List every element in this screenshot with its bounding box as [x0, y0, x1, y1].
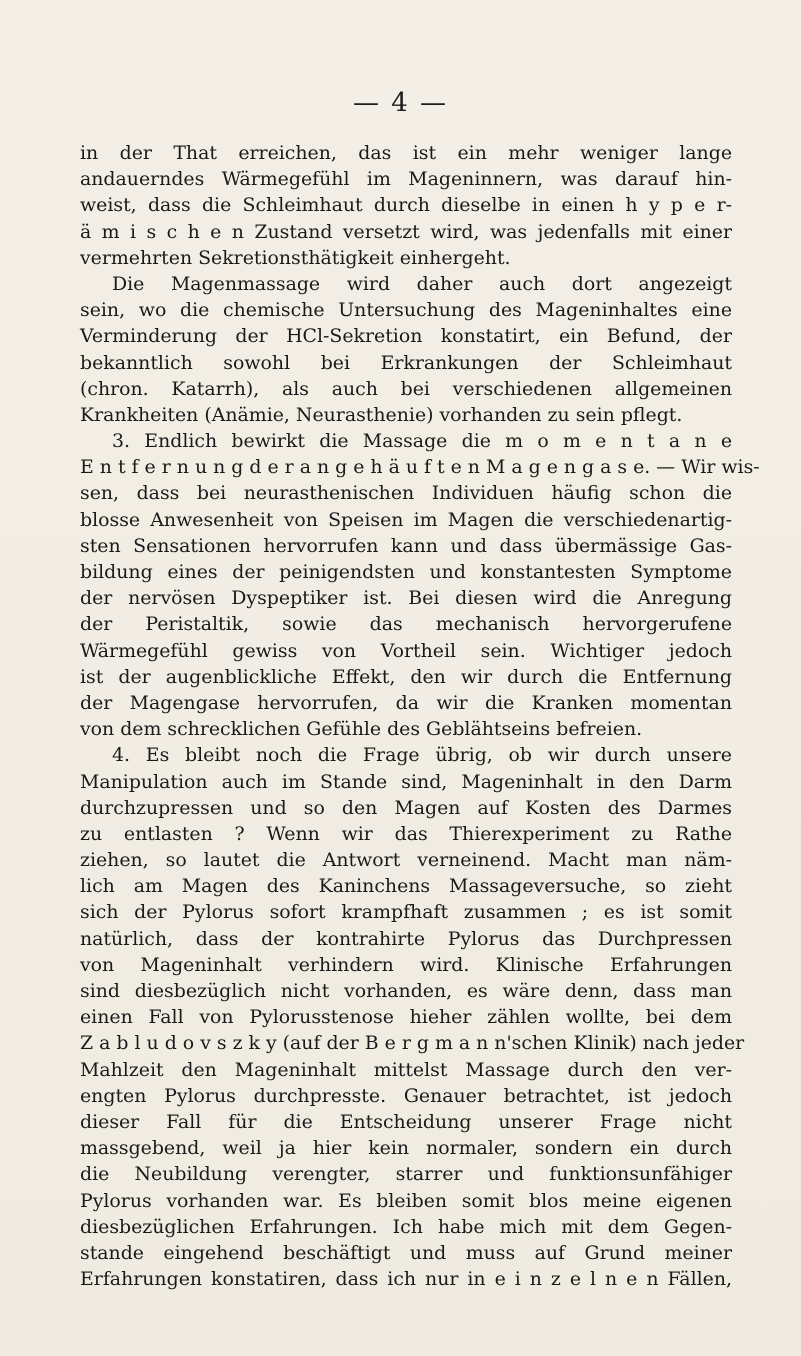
text-line: Krankheiten (Anämie, Neurasthenie) vorhanden zu sein pflegt. — [80, 403, 683, 426]
text-line: weist, dass die Schleimhaut durch dieselbe in einen h y p e r- — [80, 194, 732, 217]
text-line: (chron. Katarrh), als auch bei verschiedenen allgemeinen — [80, 377, 732, 400]
text-line: einen Fall von Pylorusstenose hieher zählen wollte, bei dem — [80, 1006, 732, 1029]
text-line: lich am Magen des Kaninchens Massageversuche, so zieht — [80, 875, 732, 898]
text-line: 4. Es bleibt noch die Frage übrig, ob wir durch unsere — [112, 744, 732, 767]
text-line: von Mageninhalt verhindern wird. Klinische Erfahrungen — [80, 953, 732, 976]
text-line: der Peristaltik, sowie das mechanisch hervorgerufene — [80, 613, 732, 636]
text-line: Wärmegefühl gewiss von Vortheil sein. Wichtiger jedoch — [80, 639, 732, 662]
text-line: ä m i s c h e n Zustand versetzt wird, was jedenfalls mit einer — [80, 220, 732, 243]
text-line: sten Sensationen hervorrufen kann und dass übermässige Gas- — [80, 534, 732, 557]
text-line: von dem schrecklichen Gefühle des Geblähtseins befreien. — [80, 718, 643, 741]
text-line: blosse Anwesenheit von Speisen im Magen die verschiedenartig- — [80, 508, 732, 531]
text-line: massgebend, weil ja hier kein normaler, sondern ein durch — [80, 1137, 732, 1160]
body-text — [80, 140, 760, 1292]
text-line: sen, dass bei neurasthenischen Individuen häufig schon die — [80, 482, 732, 505]
text-line: die Neubildung verengter, starrer und funktionsunfähiger — [80, 1163, 732, 1186]
text-line: der nervösen Dyspeptiker ist. Bei diesen wird die Anregung — [80, 587, 732, 610]
text-line: sein, wo die chemische Untersuchung des Mageninhaltes eine — [80, 299, 732, 322]
text-line: Pylorus vorhanden war. Es bleiben somit blos meine eigenen — [80, 1189, 732, 1212]
text-line: bekanntlich sowohl bei Erkrankungen der Schleimhaut — [80, 351, 732, 374]
text-line: in der That erreichen, das ist ein mehr weniger lange — [80, 142, 732, 164]
text-line: andauerndes Wärmegefühl im Mageninnern, was darauf hin- — [80, 168, 732, 191]
page-number: — 4 — — [352, 88, 449, 118]
text-line: Mahlzeit den Mageninhalt mittelst Massage durch den ver- — [80, 1058, 732, 1081]
text-line: Verminderung der HCl-Sekretion konstatirt, ein Befund, der — [80, 325, 732, 348]
text-line: der Magengase hervorrufen, da wir die Kranken momentan — [80, 691, 732, 714]
text-line: ist der augenblickliche Effekt, den wir durch die Entfernung — [80, 665, 732, 688]
text-line: sich der Pylorus sofort krampfhaft zusammen ; es ist somit — [80, 901, 732, 924]
text-line: stande eingehend beschäftigt und muss auf Grund meiner — [80, 1241, 732, 1264]
text-line: ziehen, so lautet die Antwort verneinend. Macht man näm- — [80, 849, 732, 872]
text-line: engten Pylorus durchpresste. Genauer betrachtet, ist jedoch — [80, 1084, 732, 1107]
text-line: durchzupressen und so den Magen auf Kosten des Darmes — [80, 796, 732, 819]
text-line: vermehrten Sekretionsthätigkeit einhergeht. — [80, 246, 511, 269]
text-line: zu entlasten ? Wenn wir das Thierexperiment zu Rathe — [80, 822, 732, 845]
text-line: dieser Fall für die Entscheidung unserer Frage nicht — [80, 1110, 732, 1133]
text-line: diesbezüglichen Erfahrungen. Ich habe mich mit dem Gegen- — [80, 1215, 732, 1238]
text-line: Die Magenmassage wird daher auch dort angezeigt — [112, 272, 732, 295]
text-line: E n t f e r n u n g d e r a n g e h ä u f t e n M a g e n g a s e. — Wir wis- — [80, 456, 760, 479]
text-line: Z a b l u d o v s z k y (auf der B e r g m a n n'schen Klinik) nach jeder — [80, 1032, 745, 1055]
text-line: natürlich, dass der kontrahirte Pylorus das Durchpressen — [80, 927, 732, 950]
text-line: 3. Endlich bewirkt die Massage die m o m e n t a n e — [112, 430, 732, 453]
text-line: Manipulation auch im Stande sind, Mageninhalt in den Darm — [80, 770, 732, 793]
text-line: sind diesbezüglich nicht vorhanden, es wäre denn, dass man — [80, 980, 732, 1002]
text-line: Erfahrungen konstatiren, dass ich nur in e i n z e l n e n Fällen, — [80, 1268, 732, 1291]
text-line: bildung eines der peinigendsten und konstantesten Symptome — [80, 561, 732, 583]
